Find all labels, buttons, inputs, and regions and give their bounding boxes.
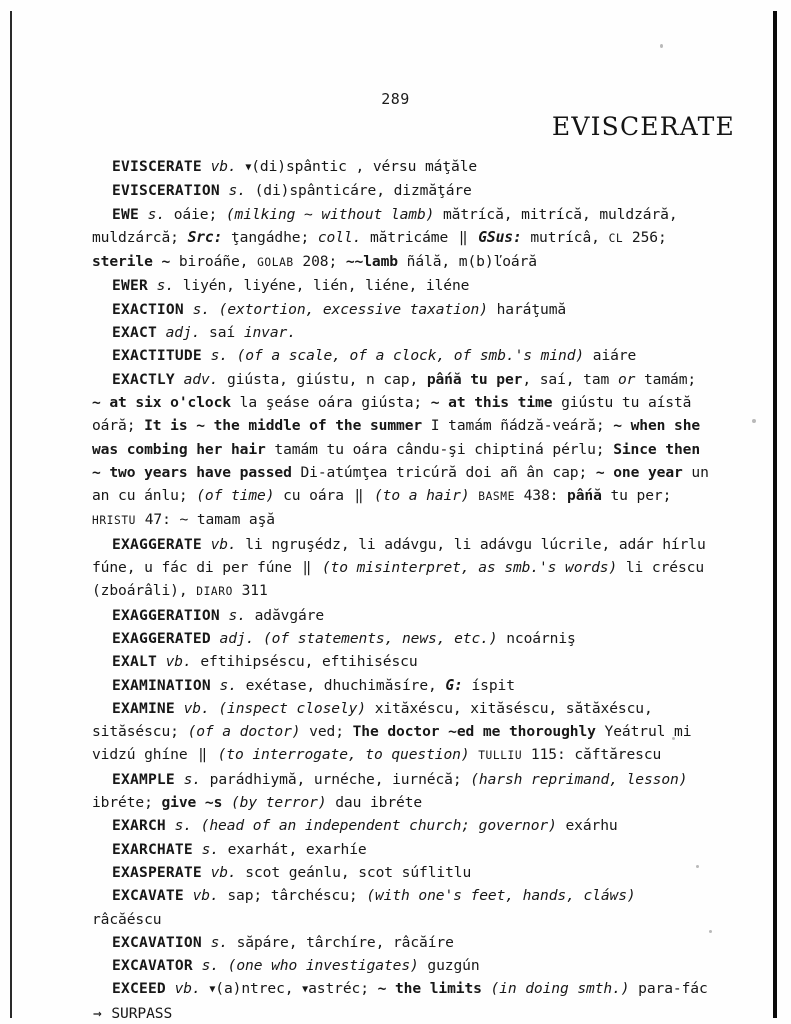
page-number: 289 (381, 90, 410, 108)
scan-speck (752, 419, 756, 423)
dictionary-entry: EXACTLY adv. giústa, giústu, n cap, pấnă tu per, saí, tam or tamám; ~ at six o'clock la şeáse oára giústa; ~ at this time giústu tu aístă oáră; It is ~ the middle of the summer I tamám ñádză-veáră; ~ when she was combing her hair tamám tu oára cându-şi chiptiná pérlu; Since then ~ two years have passed Di-atúmţea tricúră doi añ ân cap; ~ one year un an cu ánlu; (of time) cu oára ‖ (to a hair) BASME 438: pấnă tu per; HRISTU 47: ~ tamam aşă (92, 370, 709, 529)
dictionary-entry-list (92, 155, 712, 1024)
dictionary-entry: EXASPERATE vb. scot geánlu, scot súflitlu (112, 863, 472, 881)
dictionary-entry: EWE s. oáie; (milking ~ without lamb) mătrícă, mitrícă, muldzáră, muldzárcă; Src: ţangádhe; coll. mătricáme ‖ GSus: mutrícâ, CL 256; sterile ~ biroáñe, GOLAB 208; ~~lamb ñálă, m(b)ľoáră (92, 205, 678, 271)
dictionary-entry: EXAGGERATE vb. li ngruşédz, li adávgu, li adávgu lúcrile, adár hírlu fúne, u fác di per fúne ‖ (to misinterpret, as smb.'s words) li créscu (zboárâli), DIARO 311 (92, 535, 706, 600)
dictionary-entry: EVISCERATE vb. ▼(di)spântic , vérsu máţăle (112, 158, 478, 175)
running-head: EVISCERATE (551, 112, 735, 141)
page-right-edge-rule (773, 11, 777, 1018)
dictionary-entry: EXCAVATE vb. sap; târchéscu; (with one's feet, hands, cláws) râcăéscu (92, 887, 636, 928)
dictionary-entry: EXALT vb. eftihipséscu, eftihiséscu (112, 653, 418, 671)
dictionary-entry: EXCAVATOR s. (one who investigates) guzgún (112, 957, 480, 975)
dictionary-entry: EXCAVATION s. săpáre, târchíre, râcăíre (112, 933, 454, 951)
page-left-edge-rule (10, 11, 12, 1018)
dictionary-entry: EXARCH s. (head of an independent church; governor) exárhu (112, 817, 618, 835)
dictionary-entry: EVISCERATION s. (di)spânticáre, dizmăţáre (112, 182, 472, 200)
dictionary-entry: EXAGGERATED adj. (of statements, news, etc.) ncoárniş (112, 629, 576, 647)
scan-speck (660, 44, 663, 48)
dictionary-entry: EXAMINATION s. exétase, dhuchimăsíre, G: íspit (112, 676, 515, 694)
dictionary-entry: EXACT adj. saí invar. (112, 324, 296, 342)
dictionary-entry: EXARCHATE s. exarhát, exarhíe (112, 840, 367, 858)
dictionary-entry: EXCEED vb. ▼(a)ntrec, ▼astréc; ~ the limits (in doing smth.) para-fác → SURPASS (93, 980, 708, 1022)
dictionary-entry: EXAGGERATION s. adăvgáre (112, 606, 325, 624)
dictionary-entry: EXAMPLE s. parádhiymă, urnéche, iurnécă; (harsh reprimand, lesson) ibréte; give ~s (by terror) dau ibréte (92, 770, 688, 812)
dictionary-entry: EWER s. liyén, liyéne, lién, liéne, iléne (112, 277, 470, 295)
dictionary-entry: EXACTITUDE s. (of a scale, of a clock, of smb.'s mind) aiáre (112, 347, 637, 365)
dictionary-entry: EXAMINE vb. (inspect closely) xităxéscu, xităséscu, sătăxéscu, sităséscu; (of a doctor) ved; The doctor ~ed me thoroughly Yeátrul mi vidzú ghíne ‖ (to interrogate, to question) TULLIU 115: căftărescu (92, 699, 692, 764)
dictionary-entry: EXACTION s. (extortion, excessive taxation) haráţumă (112, 300, 567, 318)
